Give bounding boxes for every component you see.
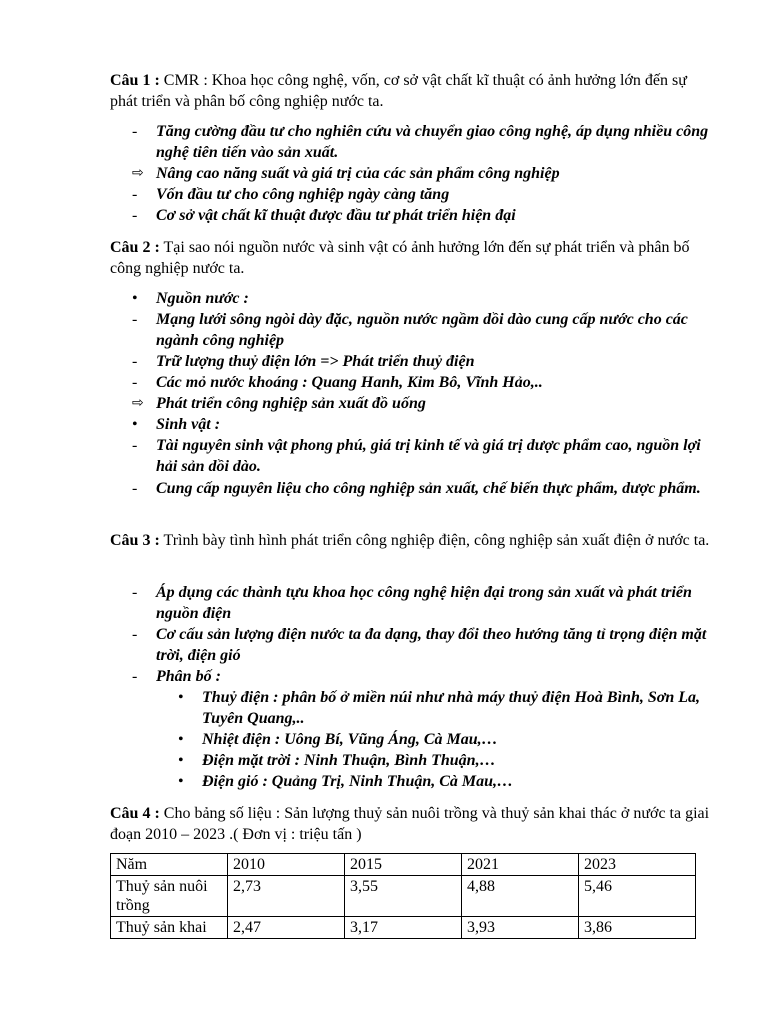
table-cell: 2010 bbox=[228, 854, 345, 876]
list-item bbox=[132, 435, 722, 477]
table-cell: 4,88 bbox=[462, 876, 579, 917]
bullet-icon: • bbox=[132, 416, 138, 433]
list-item-text: Điện gió : Quảng Trị, Ninh Thuận, Cà Mau,… bbox=[202, 773, 514, 790]
question-4-label: Câu 4 : bbox=[110, 805, 160, 822]
table-cell: Năm bbox=[111, 854, 228, 876]
list-item-text: Các mỏ nước khoáng : Quang Hanh, Kim Bô, Vĩnh Hảo,.. bbox=[156, 374, 543, 391]
dash-marker: - bbox=[132, 353, 138, 370]
table-cell: 2015 bbox=[345, 854, 462, 876]
dash-marker: - bbox=[132, 437, 138, 454]
question-2-text: Tại sao nói nguồn nước và sinh vật có ảnh hưởng lớn đến sự phát triển và phân bố công nghiệp nước ta. bbox=[110, 239, 690, 277]
table-cell: 2,73 bbox=[228, 876, 345, 917]
dash-marker: - bbox=[132, 374, 138, 391]
list-item bbox=[132, 309, 722, 351]
list-item bbox=[132, 121, 722, 163]
list-item-text: Tăng cường đầu tư cho nghiên cứu và chuyển giao công nghệ, áp dụng nhiều công nghệ tiên tiến vào sản xuất. bbox=[156, 123, 709, 161]
arrow-icon: ⇨ bbox=[132, 165, 144, 181]
table-cell: Thuỷ sản khai bbox=[111, 917, 228, 939]
table-cell: 5,46 bbox=[579, 876, 696, 917]
table-cell: 2023 bbox=[579, 854, 696, 876]
list-item-text: Vốn đầu tư cho công nghiệp ngày càng tăng bbox=[156, 186, 450, 203]
bullet-icon: • bbox=[178, 773, 184, 790]
list-item-text: Cơ cấu sản lượng điện nước ta đa dạng, thay đổi theo hướng tăng tỉ trọng điện mặt trời, điện gió bbox=[156, 626, 707, 664]
question-3 bbox=[110, 530, 710, 551]
question-1 bbox=[110, 70, 710, 112]
list-item bbox=[132, 205, 722, 226]
dash-marker: - bbox=[132, 123, 138, 140]
question-2-label: Câu 2 : bbox=[110, 239, 160, 256]
list-item bbox=[132, 351, 722, 372]
question-1-text: CMR : Khoa học công nghệ, vốn, cơ sở vật chất kĩ thuật có ảnh hưởng lớn đến sự phát triển và phân bố công nghiệp nước ta. bbox=[110, 72, 687, 110]
list-item-text: Cung cấp nguyên liệu cho công nghiệp sản xuất, chế biến thực phẩm, dược phẩm. bbox=[156, 480, 701, 497]
list-item-text: Phát triển công nghiệp sản xuất đồ uống bbox=[156, 395, 426, 412]
list-item bbox=[132, 184, 722, 205]
question-4-text: Cho bảng số liệu : Sản lượng thuỷ sản nuôi trồng và thuỷ sản khai thác ở nước ta giai đoạn 2010 – 2023 .( Đơn vị : triệu tấn ) bbox=[110, 805, 710, 843]
question-1-label: Câu 1 : bbox=[110, 72, 160, 89]
table-cell: 3,55 bbox=[345, 876, 462, 917]
list-item bbox=[132, 624, 722, 666]
sub-list-item bbox=[178, 771, 718, 792]
dash-marker: - bbox=[132, 207, 138, 224]
table-cell: 2021 bbox=[462, 854, 579, 876]
list-item-text: Áp dụng các thành tựu khoa học công nghệ hiện đại trong sản xuất và phát triển nguồn điện bbox=[156, 584, 692, 622]
list-item bbox=[132, 478, 722, 499]
table-cell: 2,47 bbox=[228, 917, 345, 939]
list-item bbox=[132, 163, 722, 184]
sub-list-item bbox=[178, 729, 718, 750]
list-item-text: Sinh vật : bbox=[156, 416, 221, 433]
list-item bbox=[132, 288, 722, 309]
bullet-icon: • bbox=[132, 290, 138, 307]
data-table bbox=[110, 853, 696, 939]
list-item bbox=[132, 393, 722, 414]
list-item-text: Nhiệt điện : Uông Bí, Vũng Áng, Cà Mau,… bbox=[202, 731, 498, 748]
table-cell: 3,17 bbox=[345, 917, 462, 939]
dash-marker: - bbox=[132, 626, 138, 643]
list-item-text: Nâng cao năng suất và giá trị của các sản phẩm công nghiệp bbox=[156, 165, 560, 182]
list-item-text: Phân bố : bbox=[156, 668, 221, 685]
question-2 bbox=[110, 237, 710, 279]
list-item bbox=[132, 666, 722, 687]
table-cell: 3,86 bbox=[579, 917, 696, 939]
list-item-text: Điện mặt trời : Ninh Thuận, Bình Thuận,… bbox=[202, 752, 496, 769]
table-row bbox=[111, 876, 696, 917]
list-item bbox=[132, 414, 722, 435]
bullet-icon: • bbox=[178, 752, 184, 769]
sub-list-item bbox=[178, 687, 718, 729]
arrow-icon: ⇨ bbox=[132, 395, 144, 411]
list-item-text: Nguồn nước : bbox=[156, 290, 249, 307]
sub-list-item bbox=[178, 750, 718, 771]
table-header-row bbox=[111, 854, 696, 876]
table-cell: 3,93 bbox=[462, 917, 579, 939]
question-3-text: Trình bày tình hình phát triển công nghiệp điện, công nghiệp sản xuất điện ở nước ta. bbox=[163, 532, 710, 549]
bullet-icon: • bbox=[178, 689, 184, 706]
list-item-text: Thuỷ điện : phân bố ở miền núi như nhà máy thuỷ điện Hoà Bình, Sơn La, Tuyên Quang,.. bbox=[202, 689, 700, 727]
question-3-label: Câu 3 : bbox=[110, 532, 160, 549]
list-item-text: Mạng lưới sông ngòi dày đặc, nguồn nước ngầm dồi dào cung cấp nước cho các ngành công nghiệp bbox=[156, 311, 688, 349]
list-item-text: Cơ sở vật chất kĩ thuật được đầu tư phát triển hiện đại bbox=[156, 207, 516, 224]
dash-marker: - bbox=[132, 311, 138, 328]
list-item-text: Tài nguyên sinh vật phong phú, giá trị kinh tế và giá trị dược phẩm cao, nguồn lợi hải sản dồi dào. bbox=[156, 437, 701, 475]
bullet-icon: • bbox=[178, 731, 184, 748]
list-item bbox=[132, 372, 722, 393]
table-row bbox=[111, 917, 696, 939]
list-item bbox=[132, 582, 722, 624]
question-4 bbox=[110, 803, 710, 845]
dash-marker: - bbox=[132, 584, 138, 601]
dash-marker: - bbox=[132, 480, 138, 497]
dash-marker: - bbox=[132, 668, 138, 685]
dash-marker: - bbox=[132, 186, 138, 203]
list-item-text: Trữ lượng thuỷ điện lớn => Phát triển thuỷ điện bbox=[156, 353, 475, 370]
table-cell: Thuỷ sản nuôi trồng bbox=[111, 876, 228, 917]
